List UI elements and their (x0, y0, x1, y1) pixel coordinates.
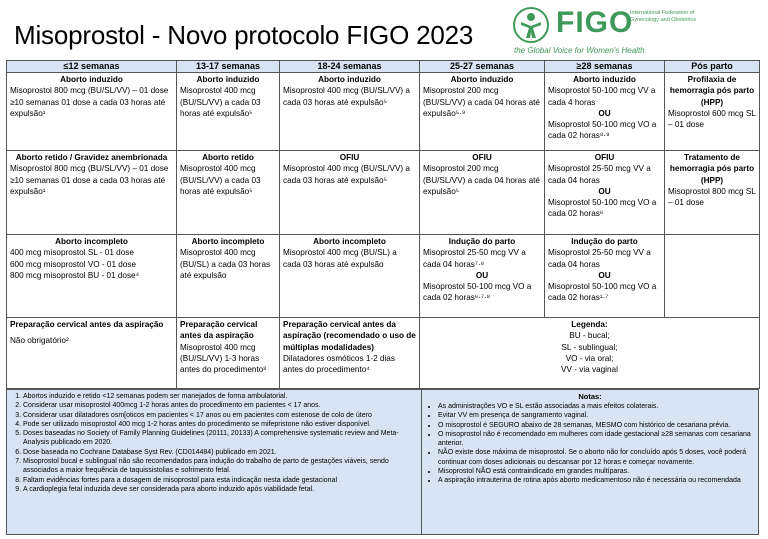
logo-tagline: the Global Voice for Women's Health (514, 46, 645, 55)
header-cell: ≥28 semanas (545, 61, 665, 73)
table-cell: Aborto induzido Misoprostol 400 mcg (BU/SL/VV) a cada 03 horas até expulsão⁵ (280, 73, 420, 151)
list-item: • Evitar VV em presença de sangramento vaginal. (438, 411, 754, 420)
table-cell: Aborto incompleto Misoprostol 400 mcg (BU/SL) a cada 03 horas até expulsão (280, 235, 420, 318)
table-row (7, 151, 760, 235)
table-cell: Aborto incompleto Misoprostol 400 mcg (BU/SL) a cada 03 horas até expulsão (177, 235, 280, 318)
table-row (7, 235, 760, 318)
list-item: 9. A cardioplegia fetal induzida deve ser considerada para aborto induzido após viabilidade fetal. (23, 485, 417, 494)
table-row (7, 318, 760, 389)
table-cell: OFIU Misoprostol 25-50 mcg VV a cada 04 horas OU Misoprostol 50-100 mcg VO a cada 02 horas⁶ (545, 151, 665, 235)
notes-box (6, 389, 759, 535)
table-cell: Aborto retido Misoprostol 400 mcg (BU/SL/VV) a cada 03 horas até expulsão⁵ (177, 151, 280, 235)
legend-cell: Legenda: BU - bucal; SL - sublingual; VO - via oral; VV - via vaginal (420, 318, 760, 389)
list-item: 4. Pode ser utilizado misoprostol 400 mcg 1-2 horas antes do procedimento se mifepristone não estiver disponível. (23, 420, 417, 429)
header-cell: 13-17 semanas (177, 61, 280, 73)
table-cell: Aborto induzido Misoprostol 200 mcg (BU/SL/VV) a cada 04 horas até expulsão⁵·⁹ (420, 73, 545, 151)
notes-title: Notas: (578, 392, 602, 401)
logo-org: International Federation of Gynecology and Obstetrics (630, 10, 697, 23)
list-item: 2. Considerar usar misoprostol 400mcg 1-2 horas antes do procedimento em pacientes < 17 anos. (23, 401, 417, 410)
table-cell: Aborto induzido Misoprostol 800 mcg (BU/SL/VV) – 01 dose ≥10 semanas 01 dose a cada 03 horas até expulsão¹ (7, 73, 177, 151)
header-row (7, 61, 760, 73)
list-item: 1. Abortos induzido e retido <12 semanas podem ser manejados de forma ambulatorial. (23, 392, 417, 401)
table-cell: Aborto retido / Gravidez anembrionada Misoprostol 800 mcg (BU/SL/VV) – 01 dose ≥10 semanas 01 dose a cada 03 horas até expulsão¹ (7, 151, 177, 235)
header-cell: 18-24 semanas (280, 61, 420, 73)
header-cell: 25-27 semanas (420, 61, 545, 73)
table-cell: Tratamento de hemorragia pós parto (HPP) Misoprostol 800 mcg SL – 01 dose (665, 151, 760, 235)
list-item: 6. Dose baseada no Cochrane Database Syst Rev. (CD014484) publicado em 2021. (23, 448, 417, 457)
table-cell: Preparação cervical antes da aspiração (recomendado o uso de múltiplas modalidades) Dilatadores osmóticos 1-2 dias antes do procedimento⁴ (280, 318, 420, 389)
header-cell: Pós parto (665, 61, 760, 73)
table-cell: Indução do parto Misoprostol 25-50 mcg VV a cada 04 horas⁷·⁸ OU Misoprostol 50-100 mcg VO a cada 02 horas⁶·⁷·⁸ (420, 235, 545, 318)
table-cell: Indução do parto Misoprostol 25-50 mcg VV a cada 04 horas OU Misoprostol 50-100 mcg VO a cada 02 horas¹·⁷ (545, 235, 665, 318)
list-item: 5. Doses baseadas no Society of Family Planning Guidelines (20111, 20133) A comprehensive systematic review and Meta-Analysis publicado em 2020. (23, 429, 417, 448)
list-item: • O misoprostol não é recomendado em mulheres com idade gestacional ≥28 semanas com cesariana anterior. (438, 430, 754, 449)
table-cell: OFIU Misoprostol 400 mcg (BU/SL/VV) a cada 03 horas até expulsão⁵ (280, 151, 420, 235)
table-cell: Aborto incompleto 400 mcg misoprostol SL - 01 dose 600 mcg misoprostol VO - 01 dose 800 mcg misoprostol BU - 01 dose⁴ (7, 235, 177, 318)
list-item: • Misoprostol NÃO está contraindicado em grandes multíparas. (438, 467, 754, 476)
list-item: • As administrações VO e SL estão associadas a mais efeitos colaterais. (438, 402, 754, 411)
table-cell: OFIU Misoprostol 200 mcg (BU/SL/VV) a cada 04 horas até expulsão⁵ (420, 151, 545, 235)
table-cell: Profilaxia de hemorragia pós parto (HPP) Misoprostol 600 mcg SL – 01 dose (665, 73, 760, 151)
list-item: • NÃO existe dose máxima de misoprostol. Se o aborto não for concluído após 5 doses, você poderá continuar com doses adicionais ou descansar por 12 horas e começar novamente. (438, 448, 754, 467)
list-item: • O misoprostol é SEGURO abaixo de 28 semanas, MESMO com histórico de cesariana prévia. (438, 421, 754, 430)
list-item: 7. Misoprostol bucal e sublingual não são recomendados para indução do trabalho de parto de gestações viáveis, sendo associados a maior frequência de taquissistolias e sofrimento fetal. (23, 457, 417, 476)
table-cell: Preparação cervical antes da aspiração Não obrigatório² (7, 318, 177, 389)
table-cell (665, 235, 760, 318)
general-notes (422, 390, 758, 534)
table-cell: Aborto induzido Misoprostol 50-100 mcg VV a cada 4 horas OU Misoprostol 50-100 mcg VO a cada 02 horas⁸·⁹ (545, 73, 665, 151)
numbered-notes (7, 390, 422, 534)
table-row (7, 73, 760, 151)
table-cell: Aborto induzido Misoprostol 400 mcg (BU/SL/VV) a cada 03 horas até expulsão⁵ (177, 73, 280, 151)
list-item: 8. Faltam evidências fortes para a dosagem de misoprostol para esta indicação nesta idade gestacional (23, 476, 417, 485)
figo-emblem-icon (512, 6, 550, 44)
header-cell: ≤12 semanas (7, 61, 177, 73)
table-cell: Preparação cervical antes da aspiração Misoprostol 400 mcg (BU/SL/VV) 1-3 horas antes do procedimento³ (177, 318, 280, 389)
page-title: Misoprostol - Novo protocolo FIGO 2023 (14, 20, 474, 50)
list-item: 3. Considerar usar dilatadores osm[oticos em pacientes < 17 anos ou em pacientes com estenose de colo de útero (23, 411, 417, 420)
protocol-table (6, 60, 760, 389)
list-item: • A aspiração intrauterina de rotina após aborto medicamentoso não é necessária ou recomendada (438, 476, 754, 485)
logo-brand: FIGO (556, 6, 634, 39)
figo-logo (512, 6, 762, 58)
